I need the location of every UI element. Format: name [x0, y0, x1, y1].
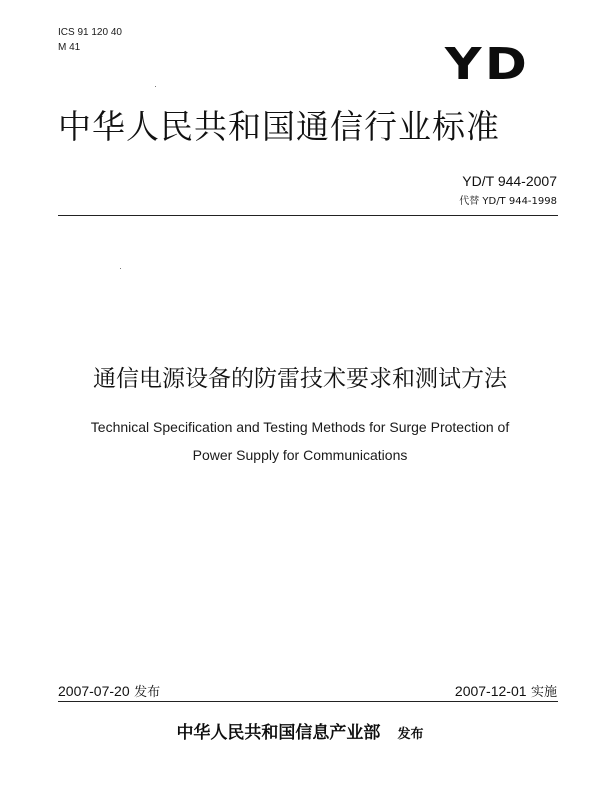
- implementation-date-value: 2007-12-01: [454, 683, 527, 699]
- implementation-date: [455, 683, 557, 701]
- header-divider: [58, 215, 558, 216]
- scan-speck: [120, 268, 121, 269]
- issue-date-label: 发布: [134, 685, 161, 700]
- ics-classification-code: ICS 91 120 40: [58, 27, 122, 38]
- document-title-chinese: 通信电源设备的防雷技术要求和测试方法: [93, 366, 507, 392]
- standard-number: YD/T 944-2007: [462, 173, 557, 189]
- publisher-name: 中华人民共和国信息产业部: [176, 723, 381, 743]
- document-title-english-line2: Power Supply for Communications: [192, 447, 408, 463]
- ccs-classification-code: M 41: [58, 42, 81, 53]
- scan-speck: [155, 86, 156, 87]
- publisher-action: 发布: [397, 727, 424, 742]
- footer-divider: [58, 701, 558, 702]
- industry-standard-title: 中华人民共和国通信行业标准: [58, 107, 500, 146]
- publisher-line: [0, 722, 600, 746]
- implementation-date-label: 实施: [530, 685, 557, 700]
- issue-date: [58, 683, 160, 701]
- replaces-standard: 代替 YD/T 944-1998: [459, 196, 557, 207]
- yd-logo: YD: [444, 39, 530, 90]
- issue-date-value: 2007-07-20: [58, 683, 130, 699]
- document-title-english-line1: Technical Specification and Testing Methods for Surge Protection of: [90, 419, 510, 435]
